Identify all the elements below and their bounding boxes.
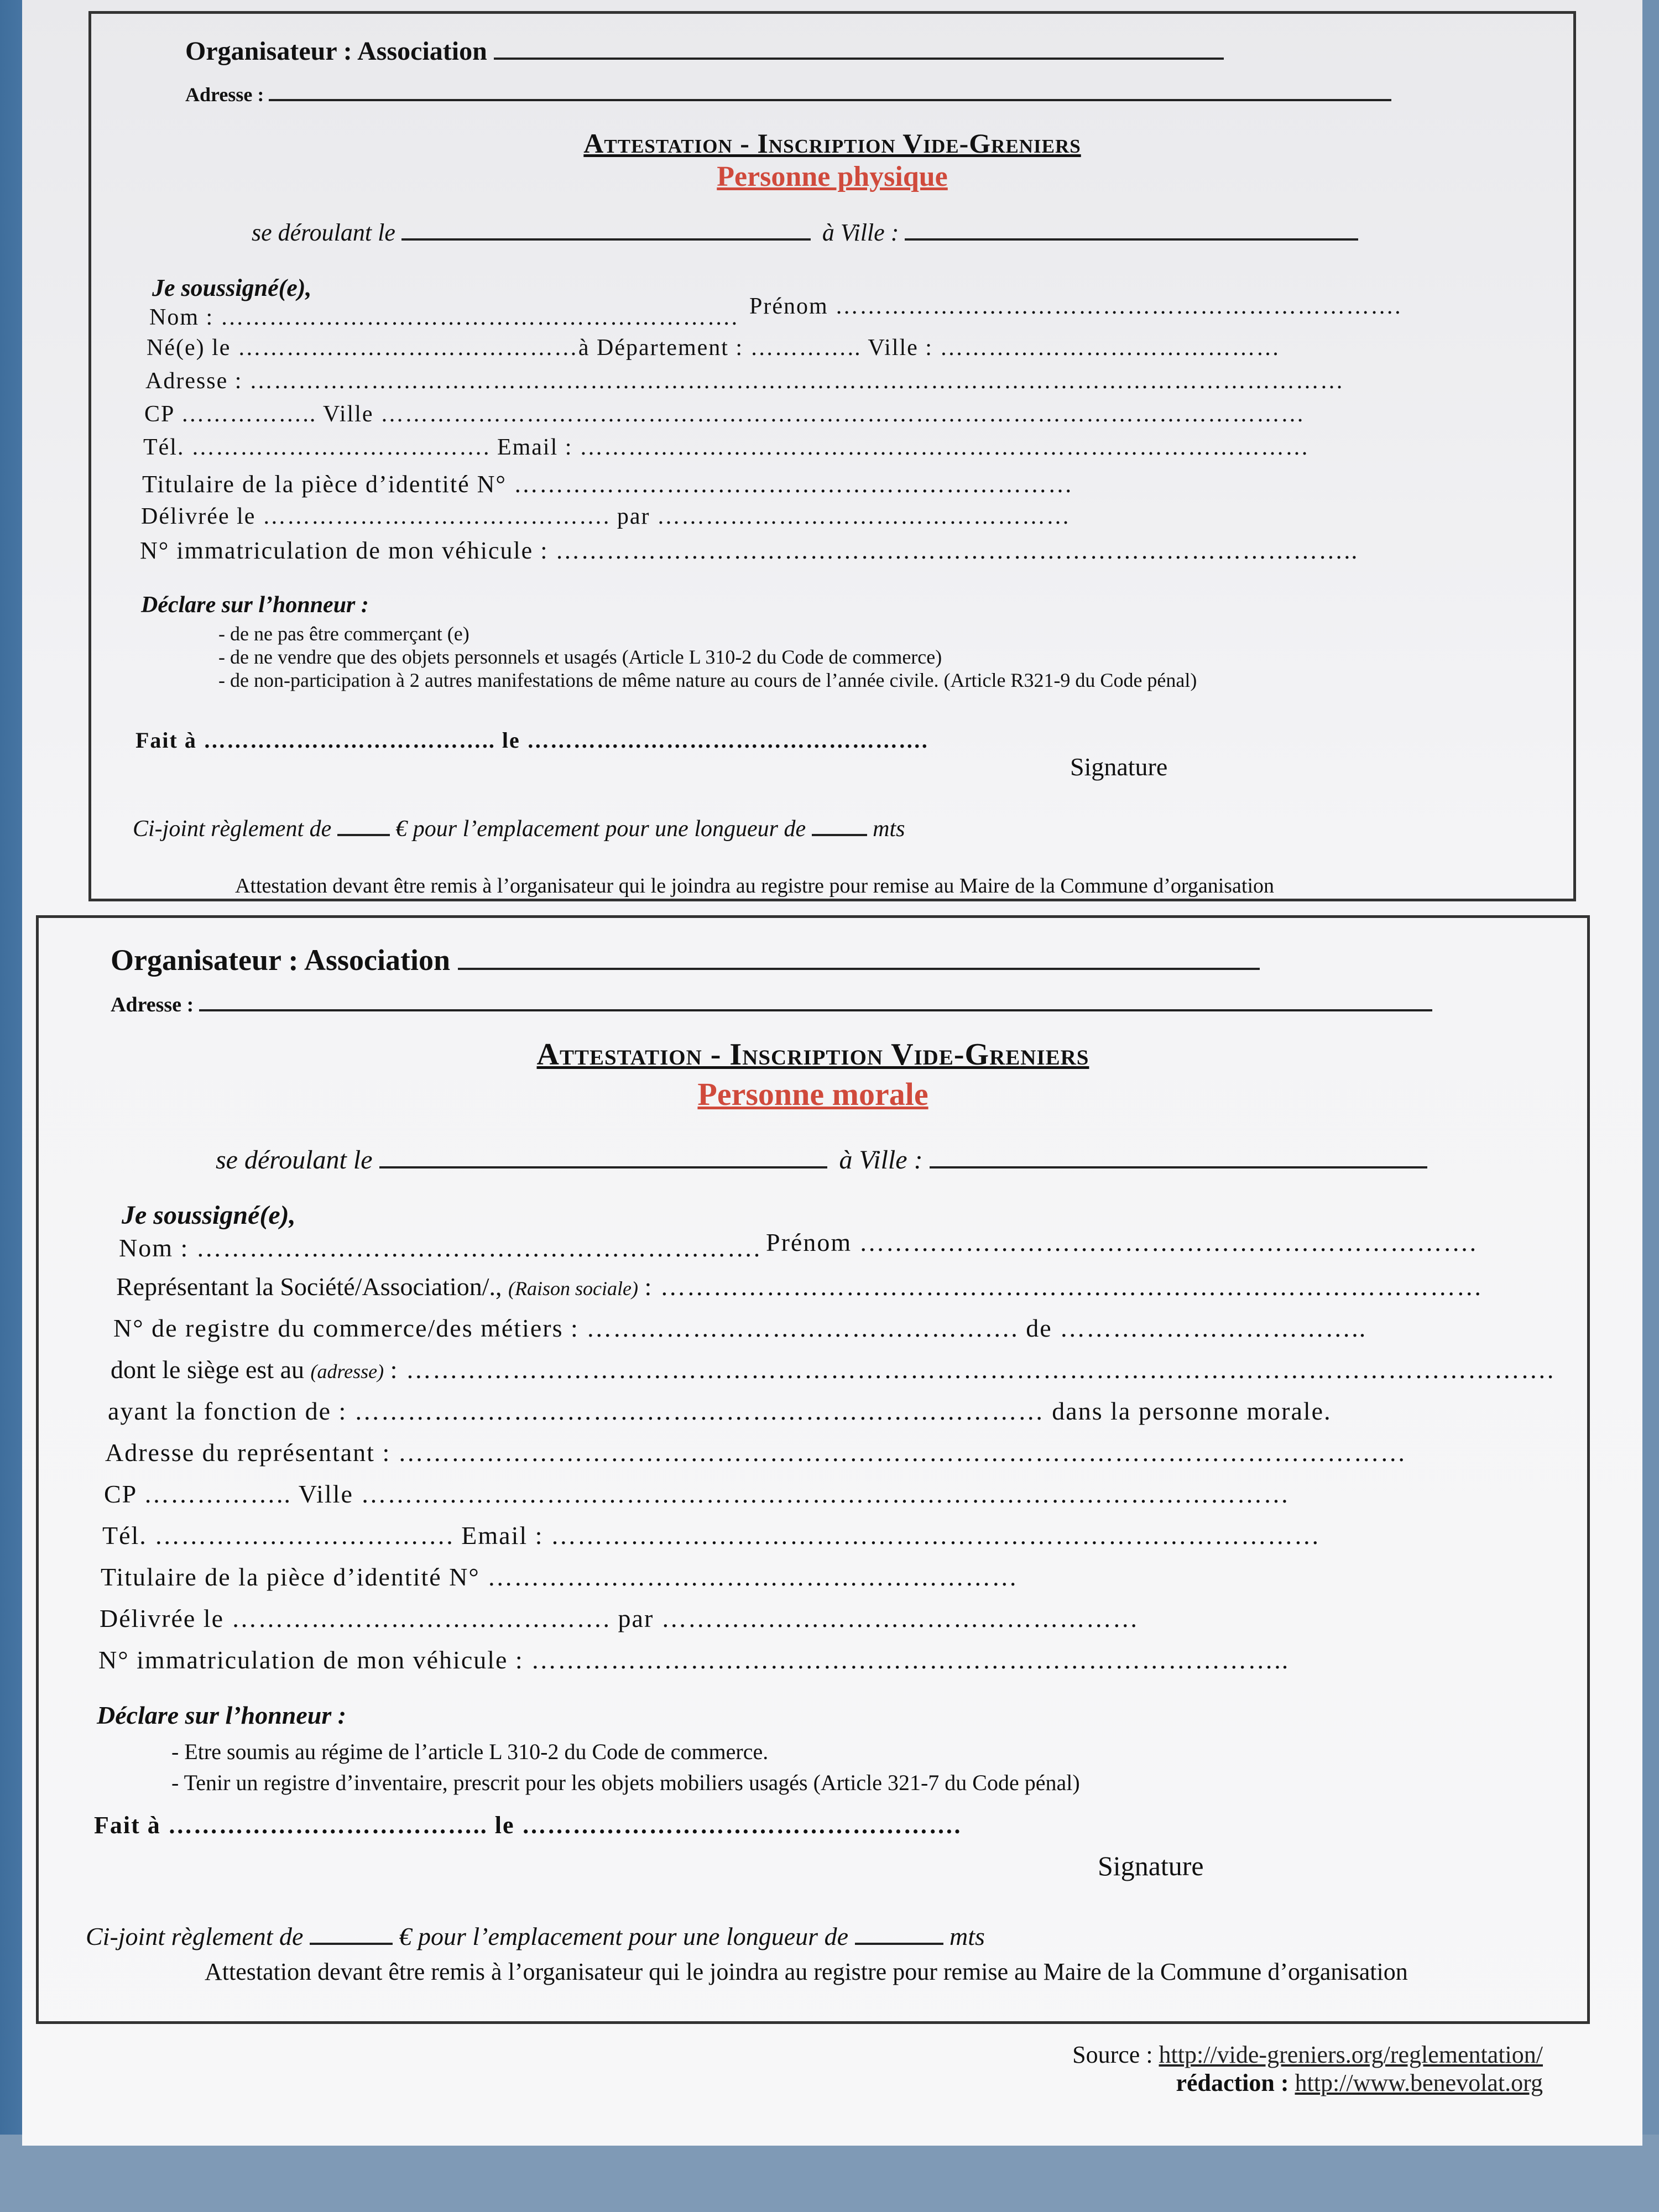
address-label: Adresse : xyxy=(111,993,194,1016)
source-row xyxy=(907,2041,1543,2069)
organizer-line[interactable] xyxy=(458,968,1260,970)
length-unit: mts xyxy=(873,816,905,842)
address-row xyxy=(185,83,1391,106)
form-note: Attestation devant être remis à l’organisateur qui le joindra au registre pour remise au Maire de la Commune d’organisation xyxy=(235,874,1275,898)
organizer-row xyxy=(185,36,1224,66)
form-subtitle: Personne morale xyxy=(697,1076,928,1112)
birth-field[interactable]: Né(e) le ……………………………………à Département : ………….. Ville : …………………………………… xyxy=(147,335,1281,361)
date-row xyxy=(252,218,1358,247)
signature-label: Signature xyxy=(1098,1850,1204,1881)
payment-amount-line[interactable] xyxy=(337,834,390,836)
raison-sociale-label: (Raison sociale) xyxy=(508,1277,638,1300)
undersigned-label: Je soussigné(e), xyxy=(122,1201,296,1230)
company-row[interactable] xyxy=(116,1272,1483,1301)
city-line[interactable] xyxy=(905,238,1358,241)
footer xyxy=(907,2041,1543,2097)
payment-text: € pour l’emplacement pour une longueur de xyxy=(395,816,806,842)
city-label: à Ville : xyxy=(822,219,899,246)
fait-a-field[interactable]: Fait à ……………………………….. le ……………………………………………. xyxy=(94,1812,962,1839)
cp-ville-field[interactable]: CP …………….. Ville …………………………………………………………………………………………………… xyxy=(144,401,1306,427)
organizer-line[interactable] xyxy=(494,58,1224,60)
source-label: Source : xyxy=(1072,2041,1153,2068)
organizer-label: Organisateur : Association xyxy=(111,943,451,977)
company-dots: : ………………………………………………………………………………… xyxy=(644,1272,1483,1301)
id-card-field[interactable]: Titulaire de la pièce d’identité N° …………………………………………………… xyxy=(101,1563,1019,1591)
date-line[interactable] xyxy=(379,1166,827,1168)
organizer-row xyxy=(111,943,1260,977)
payment-amount-line[interactable] xyxy=(310,1943,393,1945)
declaration-item: - de non-participation à 2 autres manifestations de même nature au cours de l’année civile. (Article R321-9 du Code pénal) xyxy=(218,669,1197,692)
source-link[interactable]: http://vide-greniers.org/reglementation/ xyxy=(1159,2041,1543,2068)
date-line[interactable] xyxy=(401,238,811,241)
redaction-label: rédaction : xyxy=(1176,2069,1289,2096)
declaration-list xyxy=(218,622,1197,692)
payment-row xyxy=(133,816,905,842)
city-label: à Ville : xyxy=(839,1145,923,1175)
id-card-field[interactable]: Titulaire de la pièce d’identité N° ………………………………………………………… xyxy=(142,471,1074,498)
form-title: Attestation - Inscription Vide-Greniers xyxy=(536,1037,1089,1072)
adresse-field[interactable]: Adresse : ……………………………………………………………………………………………………………………… xyxy=(145,368,1344,394)
payment-text: € pour l’emplacement pour une longueur de xyxy=(399,1922,848,1950)
delivered-field[interactable]: Délivrée le ……………………………………. par …………………………………………… xyxy=(141,504,1071,529)
prenom-field[interactable]: Prénom ……………………………………………………………. xyxy=(766,1228,1478,1256)
form-personne-physique xyxy=(88,11,1576,901)
declaration-list xyxy=(171,1736,1080,1798)
fait-a-field[interactable]: Fait à ……………………………….. le ……………………………………………. xyxy=(135,728,928,753)
city-line[interactable] xyxy=(930,1166,1427,1168)
address-line[interactable] xyxy=(269,99,1391,101)
payment-label: Ci-joint règlement de xyxy=(86,1922,304,1950)
prenom-field[interactable]: Prénom ……………………………………………………………. xyxy=(749,294,1402,319)
tel-email-field[interactable]: Tél. ……………………………. Email : …………………………………………………………………………… xyxy=(102,1521,1321,1550)
date-row xyxy=(216,1145,1427,1175)
form-note: Attestation devant être remis à l’organisateur qui le joindra au registre pour remise au Maire de la Commune d’organisation xyxy=(205,1958,1408,1985)
declaration-item: - de ne pas être commerçant (e) xyxy=(218,622,1197,645)
payment-row xyxy=(86,1922,985,1951)
desk-background-bottom xyxy=(0,2135,1659,2212)
address-row xyxy=(111,993,1432,1017)
cp-ville-field[interactable]: CP …………….. Ville …………………………………………………………………………………………… xyxy=(104,1480,1290,1508)
nom-field[interactable]: Nom : ………………………………………………………. xyxy=(119,1234,761,1262)
form-title: Attestation - Inscription Vide-Greniers xyxy=(583,128,1081,159)
declaration-item: - Tenir un registre d’inventaire, prescrit pour les objets mobiliers usagés (Article 321-7 du Code pénal) xyxy=(171,1767,1080,1798)
declaration-item: - Etre soumis au régime de l’article L 310-2 du Code de commerce. xyxy=(171,1736,1080,1767)
vehicle-field[interactable]: N° immatriculation de mon véhicule : ………………………………………………………………………….. xyxy=(98,1646,1290,1674)
undersigned-label: Je soussigné(e), xyxy=(152,274,312,301)
payment-label: Ci-joint règlement de xyxy=(133,816,332,842)
address-label: Adresse : xyxy=(185,84,264,106)
signature-label: Signature xyxy=(1070,753,1168,781)
nom-field[interactable]: Nom : ………………………………………………………. xyxy=(149,305,739,330)
declare-title: Déclare sur l’honneur : xyxy=(97,1701,347,1729)
redaction-row xyxy=(907,2069,1543,2097)
siege-row[interactable] xyxy=(111,1355,1554,1384)
organizer-label: Organisateur : Association xyxy=(185,36,487,66)
function-field[interactable]: ayant la fonction de : …………………………………………………………………… dans la personne morale. xyxy=(108,1397,1332,1425)
vehicle-field[interactable]: N° immatriculation de mon véhicule : ………………………………………………………………………………….. xyxy=(140,537,1359,564)
tel-email-field[interactable]: Tél. ………………………………. Email : ……………………………………………………………………………… xyxy=(143,435,1310,460)
rep-address-field[interactable]: Adresse du représentant : …………………………………………………………………………………………………… xyxy=(105,1438,1407,1467)
form-personne-morale xyxy=(36,915,1590,2024)
date-label: se déroulant le xyxy=(216,1145,373,1175)
siege-dots: : …………………………………………………………………………………………………………………. xyxy=(390,1355,1555,1384)
siege-label: dont le siège est au xyxy=(111,1355,305,1384)
form-subtitle: Personne physique xyxy=(717,161,948,192)
company-label: Représentant la Société/Association/., xyxy=(116,1272,502,1301)
redaction-link[interactable]: http://www.benevolat.org xyxy=(1295,2069,1543,2096)
paper-sheet xyxy=(22,0,1642,2146)
address-line[interactable] xyxy=(199,1009,1432,1011)
registry-field[interactable]: N° de registre du commerce/des métiers : …………………………………………. de …………………………….. xyxy=(113,1314,1367,1342)
length-line[interactable] xyxy=(812,834,867,836)
length-line[interactable] xyxy=(855,1943,943,1945)
declare-title: Déclare sur l’honneur : xyxy=(141,592,369,618)
date-label: se déroulant le xyxy=(252,219,395,246)
siege-address-label: (adresse) xyxy=(310,1360,384,1383)
declaration-item: - de ne vendre que des objets personnels et usagés (Article L 310-2 du Code de commerce) xyxy=(218,645,1197,669)
delivered-field[interactable]: Délivrée le ……………………………………. par ……………………………………………… xyxy=(100,1604,1139,1632)
length-unit: mts xyxy=(950,1922,985,1950)
